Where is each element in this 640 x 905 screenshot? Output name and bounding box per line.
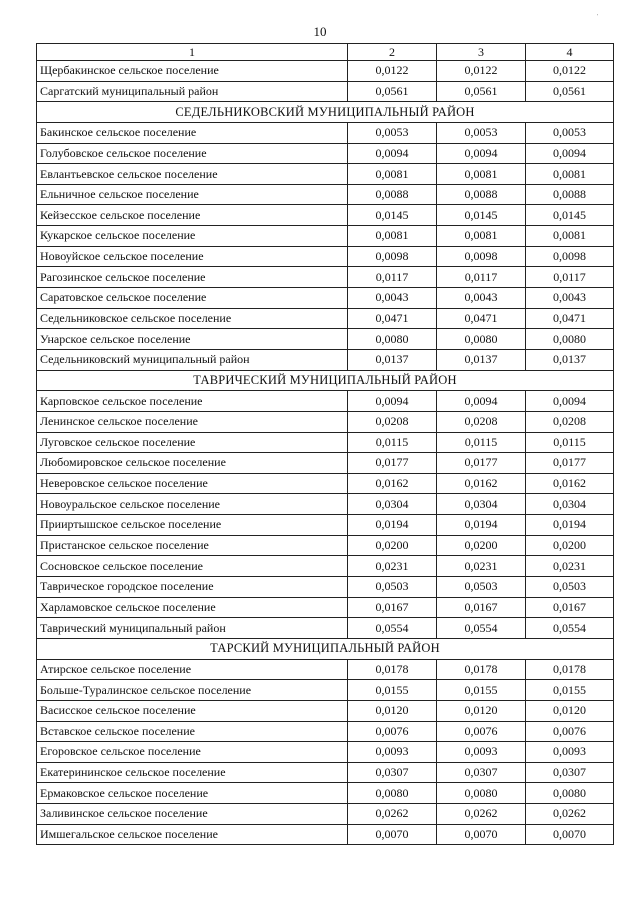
data-table (36, 43, 614, 845)
table-row (37, 349, 614, 370)
settlement-name: Екатерининское сельское поселение (37, 762, 348, 783)
value-cell-col4: 0,0117 (526, 267, 614, 288)
value-cell-col3: 0,0155 (437, 680, 526, 701)
value-cell-col2: 0,0231 (348, 556, 437, 577)
value-cell-col2: 0,0304 (348, 494, 437, 515)
value-cell-col4: 0,0155 (526, 680, 614, 701)
value-cell-col2: 0,0208 (348, 411, 437, 432)
table-row (37, 535, 614, 556)
value-cell-col2: 0,0200 (348, 535, 437, 556)
table-body (37, 44, 614, 845)
value-cell-col4: 0,0094 (526, 143, 614, 164)
value-cell-col4: 0,0162 (526, 473, 614, 494)
value-cell-col3: 0,0053 (437, 122, 526, 143)
settlement-name: Саргатский муниципальный район (37, 81, 348, 102)
district-header-row (37, 102, 614, 123)
table-row (37, 329, 614, 350)
settlement-name: Прииртышское сельское поселение (37, 515, 348, 536)
value-cell-col2: 0,0093 (348, 742, 437, 763)
table-row (37, 597, 614, 618)
value-cell-col3: 0,0208 (437, 411, 526, 432)
value-cell-col2: 0,0561 (348, 81, 437, 102)
table-row (37, 246, 614, 267)
value-cell-col3: 0,0262 (437, 804, 526, 825)
value-cell-col4: 0,0200 (526, 535, 614, 556)
value-cell-col2: 0,0177 (348, 453, 437, 474)
settlement-name: Кейзесское сельское поселение (37, 205, 348, 226)
value-cell-col3: 0,0117 (437, 267, 526, 288)
settlement-name: Таврический муниципальный район (37, 618, 348, 639)
settlement-name: Егоровское сельское поселение (37, 742, 348, 763)
settlement-name: Ленинское сельское поселение (37, 411, 348, 432)
settlement-name: Имшегальское сельское поселение (37, 824, 348, 845)
settlement-name: Вставское сельское поселение (37, 721, 348, 742)
settlement-name: Любомировское сельское поселение (37, 453, 348, 474)
value-cell-col3: 0,0162 (437, 473, 526, 494)
value-cell-col3: 0,0081 (437, 164, 526, 185)
value-cell-col4: 0,0093 (526, 742, 614, 763)
value-cell-col2: 0,0120 (348, 700, 437, 721)
table-row (37, 742, 614, 763)
value-cell-col2: 0,0155 (348, 680, 437, 701)
table-row (37, 453, 614, 474)
table-row (37, 205, 614, 226)
value-cell-col2: 0,0094 (348, 143, 437, 164)
settlement-name: Сосновское сельское поселение (37, 556, 348, 577)
settlement-name: Заливинское сельское поселение (37, 804, 348, 825)
value-cell-col2: 0,0081 (348, 164, 437, 185)
table-row (37, 81, 614, 102)
value-cell-col2: 0,0162 (348, 473, 437, 494)
value-cell-col3: 0,0098 (437, 246, 526, 267)
settlement-name: Ермаковское сельское поселение (37, 783, 348, 804)
value-cell-col4: 0,0262 (526, 804, 614, 825)
district-name: ТАРСКИЙ МУНИЦИПАЛЬНЫЙ РАЙОН (37, 638, 614, 659)
value-cell-col4: 0,0070 (526, 824, 614, 845)
table-row (37, 618, 614, 639)
value-cell-col2: 0,0554 (348, 618, 437, 639)
settlement-name: Новоуральское сельское поселение (37, 494, 348, 515)
value-cell-col2: 0,0307 (348, 762, 437, 783)
value-cell-col3: 0,0231 (437, 556, 526, 577)
value-cell-col2: 0,0070 (348, 824, 437, 845)
settlement-name: Карповское сельское поселение (37, 391, 348, 412)
settlement-name: Седельниковское сельское поселение (37, 308, 348, 329)
value-cell-col2: 0,0098 (348, 246, 437, 267)
table-row (37, 432, 614, 453)
settlement-name: Таврическое городское поселение (37, 577, 348, 598)
district-header-row (37, 370, 614, 391)
table-row (37, 411, 614, 432)
value-cell-col3: 0,0137 (437, 349, 526, 370)
table-row (37, 824, 614, 845)
value-cell-col4: 0,0145 (526, 205, 614, 226)
table-row (37, 721, 614, 742)
table-row (37, 288, 614, 309)
table-row (37, 659, 614, 680)
corner-mark: ' (597, 14, 599, 20)
settlement-name: Атирское сельское поселение (37, 659, 348, 680)
table-header-row (37, 44, 614, 61)
table-row (37, 556, 614, 577)
value-cell-col3: 0,0070 (437, 824, 526, 845)
value-cell-col2: 0,0178 (348, 659, 437, 680)
table-row (37, 783, 614, 804)
table-row (37, 267, 614, 288)
district-header-row (37, 638, 614, 659)
settlement-name: Щербакинское сельское поселение (37, 61, 348, 82)
value-cell-col2: 0,0262 (348, 804, 437, 825)
value-cell-col3: 0,0554 (437, 618, 526, 639)
value-cell-col2: 0,0088 (348, 184, 437, 205)
settlement-name: Неверовское сельское поселение (37, 473, 348, 494)
value-cell-col4: 0,0561 (526, 81, 614, 102)
value-cell-col4: 0,0231 (526, 556, 614, 577)
value-cell-col3: 0,0178 (437, 659, 526, 680)
table-row (37, 391, 614, 412)
value-cell-col2: 0,0081 (348, 226, 437, 247)
value-cell-col3: 0,0194 (437, 515, 526, 536)
settlement-name: Ельничное сельское поселение (37, 184, 348, 205)
value-cell-col3: 0,0122 (437, 61, 526, 82)
settlement-name: Луговское сельское поселение (37, 432, 348, 453)
value-cell-col3: 0,0094 (437, 391, 526, 412)
value-cell-col2: 0,0043 (348, 288, 437, 309)
value-cell-col4: 0,0178 (526, 659, 614, 680)
table-row (37, 308, 614, 329)
value-cell-col3: 0,0088 (437, 184, 526, 205)
value-cell-col4: 0,0081 (526, 226, 614, 247)
header-cell-col1: 1 (37, 44, 348, 61)
value-cell-col2: 0,0194 (348, 515, 437, 536)
district-name: СЕДЕЛЬНИКОВСКИЙ МУНИЦИПАЛЬНЫЙ РАЙОН (37, 102, 614, 123)
value-cell-col2: 0,0167 (348, 597, 437, 618)
value-cell-col3: 0,0094 (437, 143, 526, 164)
settlement-name: Больше-Туралинское сельское поселение (37, 680, 348, 701)
value-cell-col2: 0,0471 (348, 308, 437, 329)
table-row (37, 680, 614, 701)
value-cell-col3: 0,0043 (437, 288, 526, 309)
settlement-name: Рагозинское сельское поселение (37, 267, 348, 288)
value-cell-col2: 0,0076 (348, 721, 437, 742)
value-cell-col4: 0,0094 (526, 391, 614, 412)
settlement-name: Седельниковский муниципальный район (37, 349, 348, 370)
value-cell-col3: 0,0471 (437, 308, 526, 329)
settlement-name: Бакинское сельское поселение (37, 122, 348, 143)
value-cell-col3: 0,0304 (437, 494, 526, 515)
value-cell-col2: 0,0137 (348, 349, 437, 370)
settlement-name: Унарское сельское поселение (37, 329, 348, 350)
value-cell-col4: 0,0208 (526, 411, 614, 432)
table-row (37, 515, 614, 536)
table-row (37, 473, 614, 494)
page-number: 10 (313, 24, 327, 39)
value-cell-col2: 0,0117 (348, 267, 437, 288)
header-cell-col3: 3 (437, 44, 526, 61)
table-row (37, 226, 614, 247)
header-cell-col2: 2 (348, 44, 437, 61)
value-cell-col4: 0,0554 (526, 618, 614, 639)
value-cell-col2: 0,0080 (348, 329, 437, 350)
settlement-name: Евлантьевское сельское поселение (37, 164, 348, 185)
table-row (37, 61, 614, 82)
value-cell-col2: 0,0145 (348, 205, 437, 226)
settlement-name: Новоуйское сельское поселение (37, 246, 348, 267)
value-cell-col4: 0,0080 (526, 783, 614, 804)
value-cell-col2: 0,0115 (348, 432, 437, 453)
value-cell-col4: 0,0307 (526, 762, 614, 783)
value-cell-col3: 0,0200 (437, 535, 526, 556)
value-cell-col3: 0,0080 (437, 329, 526, 350)
value-cell-col4: 0,0194 (526, 515, 614, 536)
value-cell-col4: 0,0167 (526, 597, 614, 618)
value-cell-col4: 0,0053 (526, 122, 614, 143)
value-cell-col4: 0,0304 (526, 494, 614, 515)
table-row (37, 122, 614, 143)
value-cell-col4: 0,0081 (526, 164, 614, 185)
table-row (37, 804, 614, 825)
table-row (37, 184, 614, 205)
value-cell-col2: 0,0122 (348, 61, 437, 82)
value-cell-col4: 0,0076 (526, 721, 614, 742)
table-row (37, 700, 614, 721)
value-cell-col3: 0,0177 (437, 453, 526, 474)
value-cell-col4: 0,0122 (526, 61, 614, 82)
value-cell-col3: 0,0307 (437, 762, 526, 783)
table-row (37, 143, 614, 164)
value-cell-col4: 0,0115 (526, 432, 614, 453)
value-cell-col4: 0,0177 (526, 453, 614, 474)
value-cell-col4: 0,0088 (526, 184, 614, 205)
table-row (37, 577, 614, 598)
value-cell-col2: 0,0080 (348, 783, 437, 804)
value-cell-col3: 0,0115 (437, 432, 526, 453)
settlement-name: Васисское сельское поселение (37, 700, 348, 721)
settlement-name: Саратовское сельское поселение (37, 288, 348, 309)
settlement-name: Харламовское сельское поселение (37, 597, 348, 618)
settlement-name: Пристанское сельское поселение (37, 535, 348, 556)
value-cell-col3: 0,0167 (437, 597, 526, 618)
table-row (37, 164, 614, 185)
value-cell-col4: 0,0080 (526, 329, 614, 350)
table-row (37, 494, 614, 515)
value-cell-col3: 0,0093 (437, 742, 526, 763)
value-cell-col3: 0,0076 (437, 721, 526, 742)
value-cell-col3: 0,0503 (437, 577, 526, 598)
value-cell-col4: 0,0137 (526, 349, 614, 370)
settlement-name: Кукарское сельское поселение (37, 226, 348, 247)
value-cell-col3: 0,0080 (437, 783, 526, 804)
table-row (37, 762, 614, 783)
value-cell-col2: 0,0094 (348, 391, 437, 412)
value-cell-col4: 0,0471 (526, 308, 614, 329)
district-name: ТАВРИЧЕСКИЙ МУНИЦИПАЛЬНЫЙ РАЙОН (37, 370, 614, 391)
value-cell-col4: 0,0503 (526, 577, 614, 598)
value-cell-col3: 0,0120 (437, 700, 526, 721)
header-cell-col4: 4 (526, 44, 614, 61)
value-cell-col4: 0,0043 (526, 288, 614, 309)
value-cell-col3: 0,0561 (437, 81, 526, 102)
settlement-name: Голубовское сельское поселение (37, 143, 348, 164)
value-cell-col3: 0,0081 (437, 226, 526, 247)
value-cell-col2: 0,0053 (348, 122, 437, 143)
value-cell-col4: 0,0120 (526, 700, 614, 721)
value-cell-col2: 0,0503 (348, 577, 437, 598)
value-cell-col3: 0,0145 (437, 205, 526, 226)
value-cell-col4: 0,0098 (526, 246, 614, 267)
